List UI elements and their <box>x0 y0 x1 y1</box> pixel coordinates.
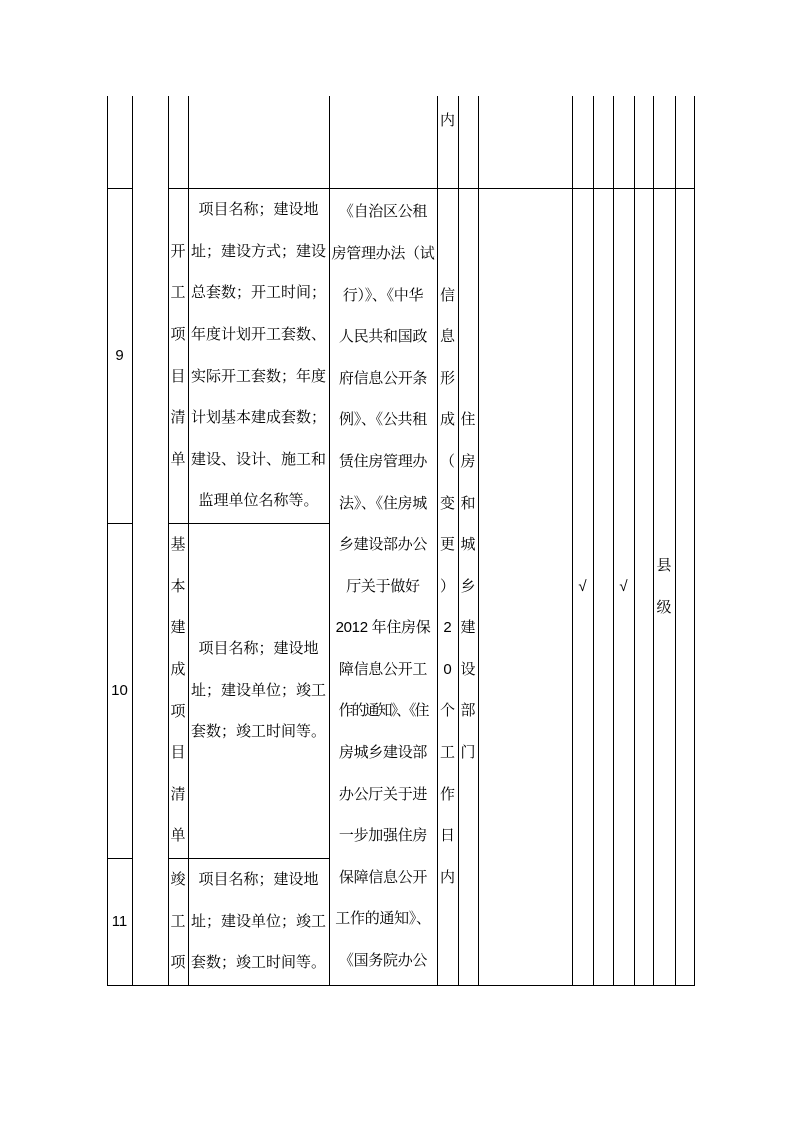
department-char: 部 <box>460 702 476 720</box>
department-char: 房 <box>460 452 476 470</box>
basis-line: 厅关于做好 <box>346 577 420 595</box>
channel-cell-empty <box>478 188 572 985</box>
basis-line: 保障信息公开 <box>338 868 428 886</box>
item-char: 项 <box>170 325 186 343</box>
row-9-content-cell <box>188 188 329 523</box>
basis-line: 《自治区公租 <box>338 203 428 221</box>
basis-line: 例》、《公共租 <box>339 411 427 429</box>
row-10-number-cell <box>107 523 132 858</box>
row-number: 11 <box>111 912 128 930</box>
content-line: 总套数；开工时间； <box>190 284 326 302</box>
department-char: 住 <box>460 411 476 429</box>
department-char: 和 <box>460 494 476 512</box>
item-char: 清 <box>170 785 186 803</box>
level-char: 级 <box>656 598 672 616</box>
basis-line: 人民共和国政 <box>338 328 428 346</box>
level-county-cell <box>653 188 675 985</box>
department-char: 建 <box>460 619 476 637</box>
department-char: 设 <box>460 660 476 678</box>
scope-public-cell <box>572 188 593 985</box>
item-char: 单 <box>170 827 186 845</box>
item-char: 项 <box>170 954 186 972</box>
time-limit-char: 日 <box>439 827 455 845</box>
check-mark: √ <box>578 577 587 595</box>
table-grid-line <box>593 96 594 986</box>
time-limit-char: ） <box>439 577 455 595</box>
content-line: 计划基本建成套数； <box>190 409 326 427</box>
time-limit-char: 2 <box>443 619 452 637</box>
level-char: 县 <box>656 556 672 574</box>
department-char: 门 <box>460 744 476 762</box>
row-10-content-cell <box>188 523 329 858</box>
basis-line: 法》、《住房城 <box>339 494 427 512</box>
content-line: 址；建设方式；建设 <box>190 242 326 260</box>
content-line: 套数；竣工时间等。 <box>190 723 326 741</box>
time-limit-char: 更 <box>439 536 455 554</box>
basis-line: 工作的通知》、 <box>335 910 431 928</box>
disclosure-basis-cell <box>329 188 437 985</box>
content-line: 项目名称；建设地 <box>198 871 319 889</box>
time-limit-char: 0 <box>443 660 452 678</box>
item-char: 目 <box>170 367 186 385</box>
row-number: 10 <box>111 681 128 699</box>
item-char: 工 <box>170 912 186 930</box>
time-limit-char: 内 <box>439 868 455 886</box>
item-char: 本 <box>170 577 186 595</box>
time-limit-char: 个 <box>439 702 455 720</box>
item-char: 建 <box>170 619 186 637</box>
item-char: 目 <box>170 744 186 762</box>
time-limit-char: 息 <box>439 328 455 346</box>
basis-line: 作的通知》、《住 <box>338 702 428 720</box>
content-line: 址；建设单位；竣工 <box>190 681 326 699</box>
content-line: 项目名称；建设地 <box>198 640 319 658</box>
department-cell <box>458 188 478 985</box>
content-line: 套数；竣工时间等。 <box>190 954 326 972</box>
table-grid-line <box>694 96 695 986</box>
content-line: 监理单位名称等。 <box>198 492 319 510</box>
item-char: 开 <box>170 242 186 260</box>
basis-line: 《国务院办公 <box>338 952 428 970</box>
content-line: 建设、设计、施工和 <box>190 450 326 468</box>
content-line: 实际开工套数；年度 <box>190 367 326 385</box>
department-char: 乡 <box>460 577 476 595</box>
row-number: 9 <box>115 346 124 364</box>
department-char: 城 <box>460 536 476 554</box>
content-line: 项目名称；建设地 <box>198 201 319 219</box>
basis-line: 办公厅关于进 <box>338 785 428 803</box>
item-char: 基 <box>170 536 186 554</box>
basis-line: 房管理办法（试 <box>331 244 435 262</box>
item-char: 工 <box>170 284 186 302</box>
content-line: 年度计划开工套数、 <box>190 325 326 343</box>
basis-line: 行）》、《中华 <box>342 286 424 304</box>
item-char: 单 <box>170 450 186 468</box>
time-limit-char: 形 <box>439 369 455 387</box>
time-limit-char: 变 <box>439 494 455 512</box>
basis-line: 府信息公开条 <box>338 369 428 387</box>
row-11-number-cell <box>107 858 132 985</box>
row-10-item-cell <box>168 523 188 858</box>
basis-line: 一步加强住房 <box>338 827 428 845</box>
time-limit-char: 信 <box>439 286 455 304</box>
table-grid-line <box>132 96 133 986</box>
basis-line: 2012 年住房保 <box>335 619 431 637</box>
item-char: 清 <box>170 409 186 427</box>
row-9-item-cell <box>168 188 188 523</box>
time-limit-char: 成 <box>439 411 455 429</box>
mode-proactive-cell <box>613 188 634 985</box>
row-9-number-cell <box>107 188 132 523</box>
check-mark: √ <box>619 577 628 595</box>
basis-line: 障信息公开工 <box>338 660 428 678</box>
time-limit-char: 内 <box>439 112 455 129</box>
time-limit-cell <box>437 188 458 985</box>
basis-line: 房城乡建设部 <box>338 744 428 762</box>
table-grid-line <box>107 985 695 986</box>
basis-line: 赁住房管理办 <box>338 452 428 470</box>
continued-row-time-limit-cell <box>437 100 458 184</box>
row-11-item-cell <box>168 858 188 985</box>
time-limit-char: 作 <box>439 785 455 803</box>
content-line: 址；建设单位；竣工 <box>190 912 326 930</box>
time-limit-char: （ <box>439 452 455 470</box>
item-char: 成 <box>170 660 186 678</box>
table-grid-line <box>675 96 676 986</box>
time-limit-char: 工 <box>439 744 455 762</box>
table-grid-line <box>634 96 635 986</box>
basis-line: 乡建设部办公 <box>338 536 428 554</box>
item-char: 竣 <box>170 871 186 889</box>
item-char: 项 <box>170 702 186 720</box>
row-11-content-cell <box>188 858 329 985</box>
